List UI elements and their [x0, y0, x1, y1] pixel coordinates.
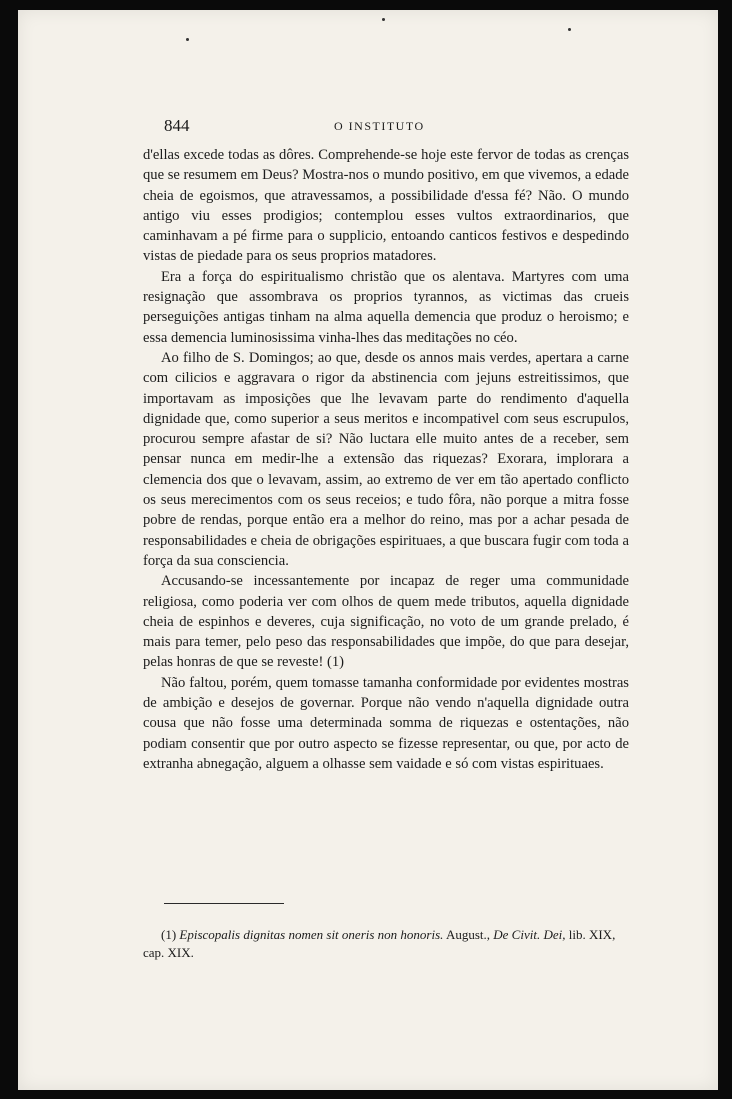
footnote-quote: Episcopalis dignitas nomen sit oneris non honoris. — [179, 927, 444, 942]
footnote-divider — [164, 903, 284, 904]
running-title: O INSTITUTO — [334, 119, 425, 133]
footnote-work: De Civit. Dei, — [493, 927, 566, 942]
footnote-author: August., — [445, 927, 491, 942]
page-header — [164, 116, 644, 138]
ink-speck — [186, 38, 189, 41]
footnote-marker: (1) — [161, 927, 177, 942]
page-number: 844 — [164, 116, 190, 135]
paragraph: d'ellas excede todas as dôres. Comprehende-se hoje este fervor de todas as crenças que se resumem em Deus? Mostra-nos o mundo positivo, em que vivemos, a edade cheia de egoismos, que atravessamos, a possibilidade d'essa fé? Não. O mundo antigo viu esses prodigios; contemplou esses vultos extraordinarios, que caminhavam a pé firme para o supplicio, entoando canticos festivos e despedindo vistas de piedade para os seus proprios matadores. — [143, 147, 629, 265]
paragraph: Ao filho de S. Domingos; ao que, desde os annos mais verdes, apertara a carne com cilicios e aggravara o rigor da abstinencia com jejuns estreitissimos, que importavam as imposições que lhe levavam parte do rendimento d'aquella dignidade que, como superior a seus meritos e incompativel com seus escrupulos, procurou sempre afastar de si? Não luctara elle muito antes de a receber, sem pensar nunca em medir-lhe a extensão das riquezas? Exorara, implorara a clemencia dos que o levavam, assim, ao extremo de ver em tão apertado conflicto os seus merecimentos com os seus receios; e tudo fôra, não porque a mitra fosse pobre de rendas, porque então era a melhor do reino, mas por a achar pesada de responsabilidades e cheia de obrigações espirituaes, a que buscara fugir com toda a força da sua consciencia. — [143, 349, 629, 569]
ink-speck — [568, 28, 571, 31]
footnote — [143, 926, 629, 962]
paragraph: Era a força do espiritualismo christão que os alentava. Martyres com uma resignação que assombrava os proprios tyrannos, as victimas das crueis perseguições antigas tinham na alma aquella demencia que produz o heroismo; e essa demencia luminosissima vinha-lhes das meditações no céo. — [143, 268, 629, 346]
body-text — [143, 145, 629, 774]
ink-speck — [382, 18, 385, 21]
paragraph: Não faltou, porém, quem tomasse tamanha conformidade por evidentes mostras de ambição e desejos de governar. Porque não vendo n'aquella dignidade outra cousa que não fosse uma determinada somma de riquezas e ostentações, não podiam consentir que por outro aspecto se fizesse representar, ou que, por acto de extranha abnegação, alguem a olhasse sem vaidade e só com vistas espirituaes. — [143, 674, 629, 772]
paragraph: Accusando-se incessantemente por incapaz de reger uma communidade religiosa, como poderia ver com olhos de quem mede tributos, aquella dignidade cheia de espinhos e deveres, cuja significação, no voto de um grande prelado, é mais para temer, pelo peso das responsabilidades que impõe, do que para desejar, pelas honras de que se reveste! (1) — [143, 573, 629, 671]
footnote-ref: lib. XIX, cap. XIX. — [143, 927, 616, 960]
